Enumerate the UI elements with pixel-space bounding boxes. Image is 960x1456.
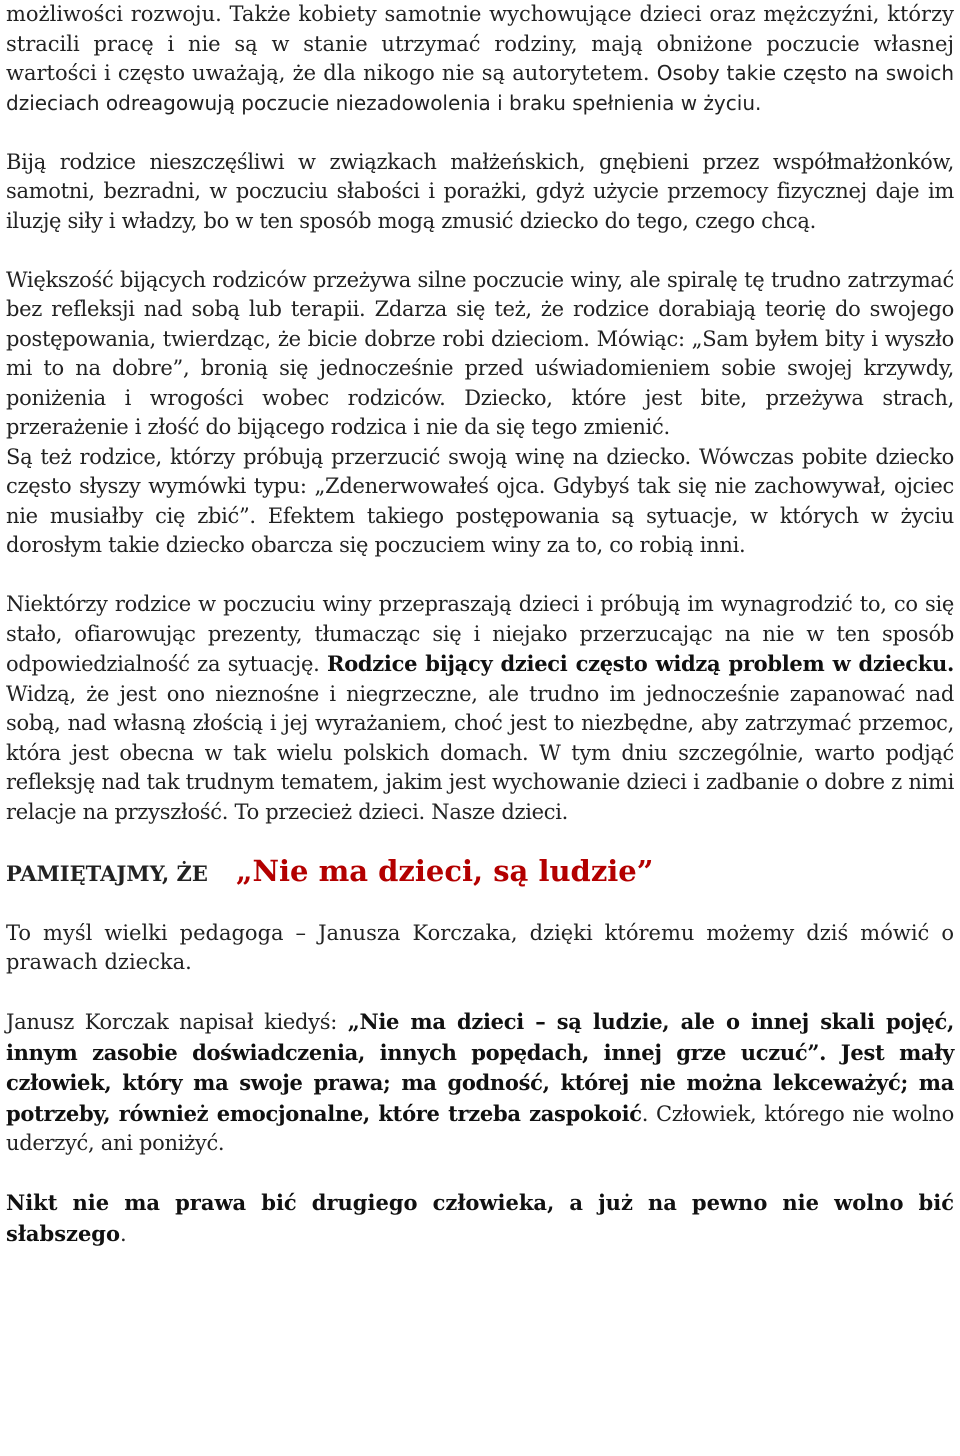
paragraph-apologize-text: Niektórzy rodzice w poczuciu winy przepraszają dzieci i próbują im wynagrodzić to, co się stało, ofiarowując prezenty, tłumacząc się i niejako przerzucając na nie w ten sposób odpowiedzialność za sytuację. [6, 592, 954, 676]
slogan-quote: „Nie ma dzieci, są ludzie” [235, 854, 654, 888]
paragraph-apologize-bold: Rodzice bijący dzieci często widzą problem w dziecku. [327, 651, 954, 676]
paragraph-korczak-quote [6, 1007, 954, 1159]
paragraph-intro [6, 0, 954, 118]
paragraph-closing-bold: Nikt nie ma prawa bić drugiego człowieka, a już na pewno nie wolno bić słabszego [6, 1190, 954, 1246]
paragraph-korczak-intro: Janusz Korczak napisał kiedyś: [6, 1010, 337, 1034]
slogan-row [6, 854, 954, 889]
paragraph-shift-blame: Są też rodzice, którzy próbują przerzucić swoją winę na dziecko. Wówczas pobite dziecko często słyszy wymówki typu: „Zdenerwowałeś ojca. Gdybyś tak się nie zachowywał, ojciec nie musiałby cię zbić”. Efektem takiego postępowania są sytuacje, w których w życiu dorosłym takie dziecko obarcza się poczuciem winy za to, co robią inni. [6, 444, 954, 557]
paragraph-guilt-spiral: Większość bijących rodziców przeżywa silne poczucie winy, ale spiralę tę trudno zatrzymać bez refleksji nad sobą lub terapii. Zdarza się też, że rodzice dorabiają teorię do swojego postępowania, twierdząc, że bicie dobrze robi dzieciom. Mówiąc: „Sam byłem bity i wyszło mi to na dobre”, bronią się jednocześnie przed uświadomieniem sobie swojej krzywdy, poniżenia i wrogości wobec rodziców. Dziecko, które jest bite, przeżywa strach, przerażenie i złość do bijącego rodzica i nie da się tego zmienić. [6, 267, 954, 439]
slogan-lead: PAMIĘTAJMY, ŻE [6, 861, 208, 886]
paragraph-korczak-thought: To myśl wielki pedagoga – Janusza Korczaka, dzięki któremu możemy dziś mówić o prawach dziecka. [6, 920, 954, 974]
paragraph-closing-end: . [120, 1221, 127, 1246]
paragraph-apologize-rest: Widzą, że jest ono nieznośne i niegrzeczne, ale trudno im jednocześnie zapanować nad sobą, nad własną złością i jej wyrażaniem, choć jest to niezbędne, aby zatrzymać przemoc, która jest obecna w tak wielu polskich domach. W tym dniu szczególnie, warto podjąć refleksję nad tak trudnym tematem, jakim jest wychowanie dzieci i zadbanie o dobre z nimi relacje na przyszłość. To przecież dzieci. Nasze dzieci. [6, 681, 954, 824]
paragraph-apologize [6, 590, 954, 827]
paragraph-intro-text: możliwości rozwoju. Także kobiety samotnie wychowujące dzieci oraz mężczyźni, którzy stracili pracę i nie są w stanie utrzymać rodziny, mają obniżone poczucie własnej wartości i często uważają, że dla nikogo nie są autorytetem. [6, 2, 954, 85]
paragraph-korczak-rest: . Człowiek, którego nie wolno uderzyć, ani poniżyć. [6, 1101, 954, 1155]
paragraph-closing [6, 1188, 954, 1249]
paragraph-intro-sans: Osoby takie często na swoich dzieciach odreagowują poczucie niezadowolenia i braku spełnienia w życiu. [6, 61, 954, 115]
paragraph-korczak-bold: „Nie ma dzieci – są ludzie, ale o innej skali pojęć, innym zasobie doświadczenia, innych popędach, innej grze uczuć”. Jest mały człowiek, który ma swoje prawa; ma godność, której nie można lekceważyć; ma potrzeby, również emocjonalne, które trzeba zaspokoić [6, 1009, 954, 1126]
paragraph-unhappy-parents: Biją rodzice nieszczęśliwi w związkach małżeńskich, gnębieni przez współmałżonków, samotni, bezradni, w poczuciu słabości i porażki, gdyż użycie przemocy fizycznej daje im iluzję siły i władzy, bo w ten sposób mogą zmusić dziecko do tego, czego chcą. [6, 149, 954, 233]
